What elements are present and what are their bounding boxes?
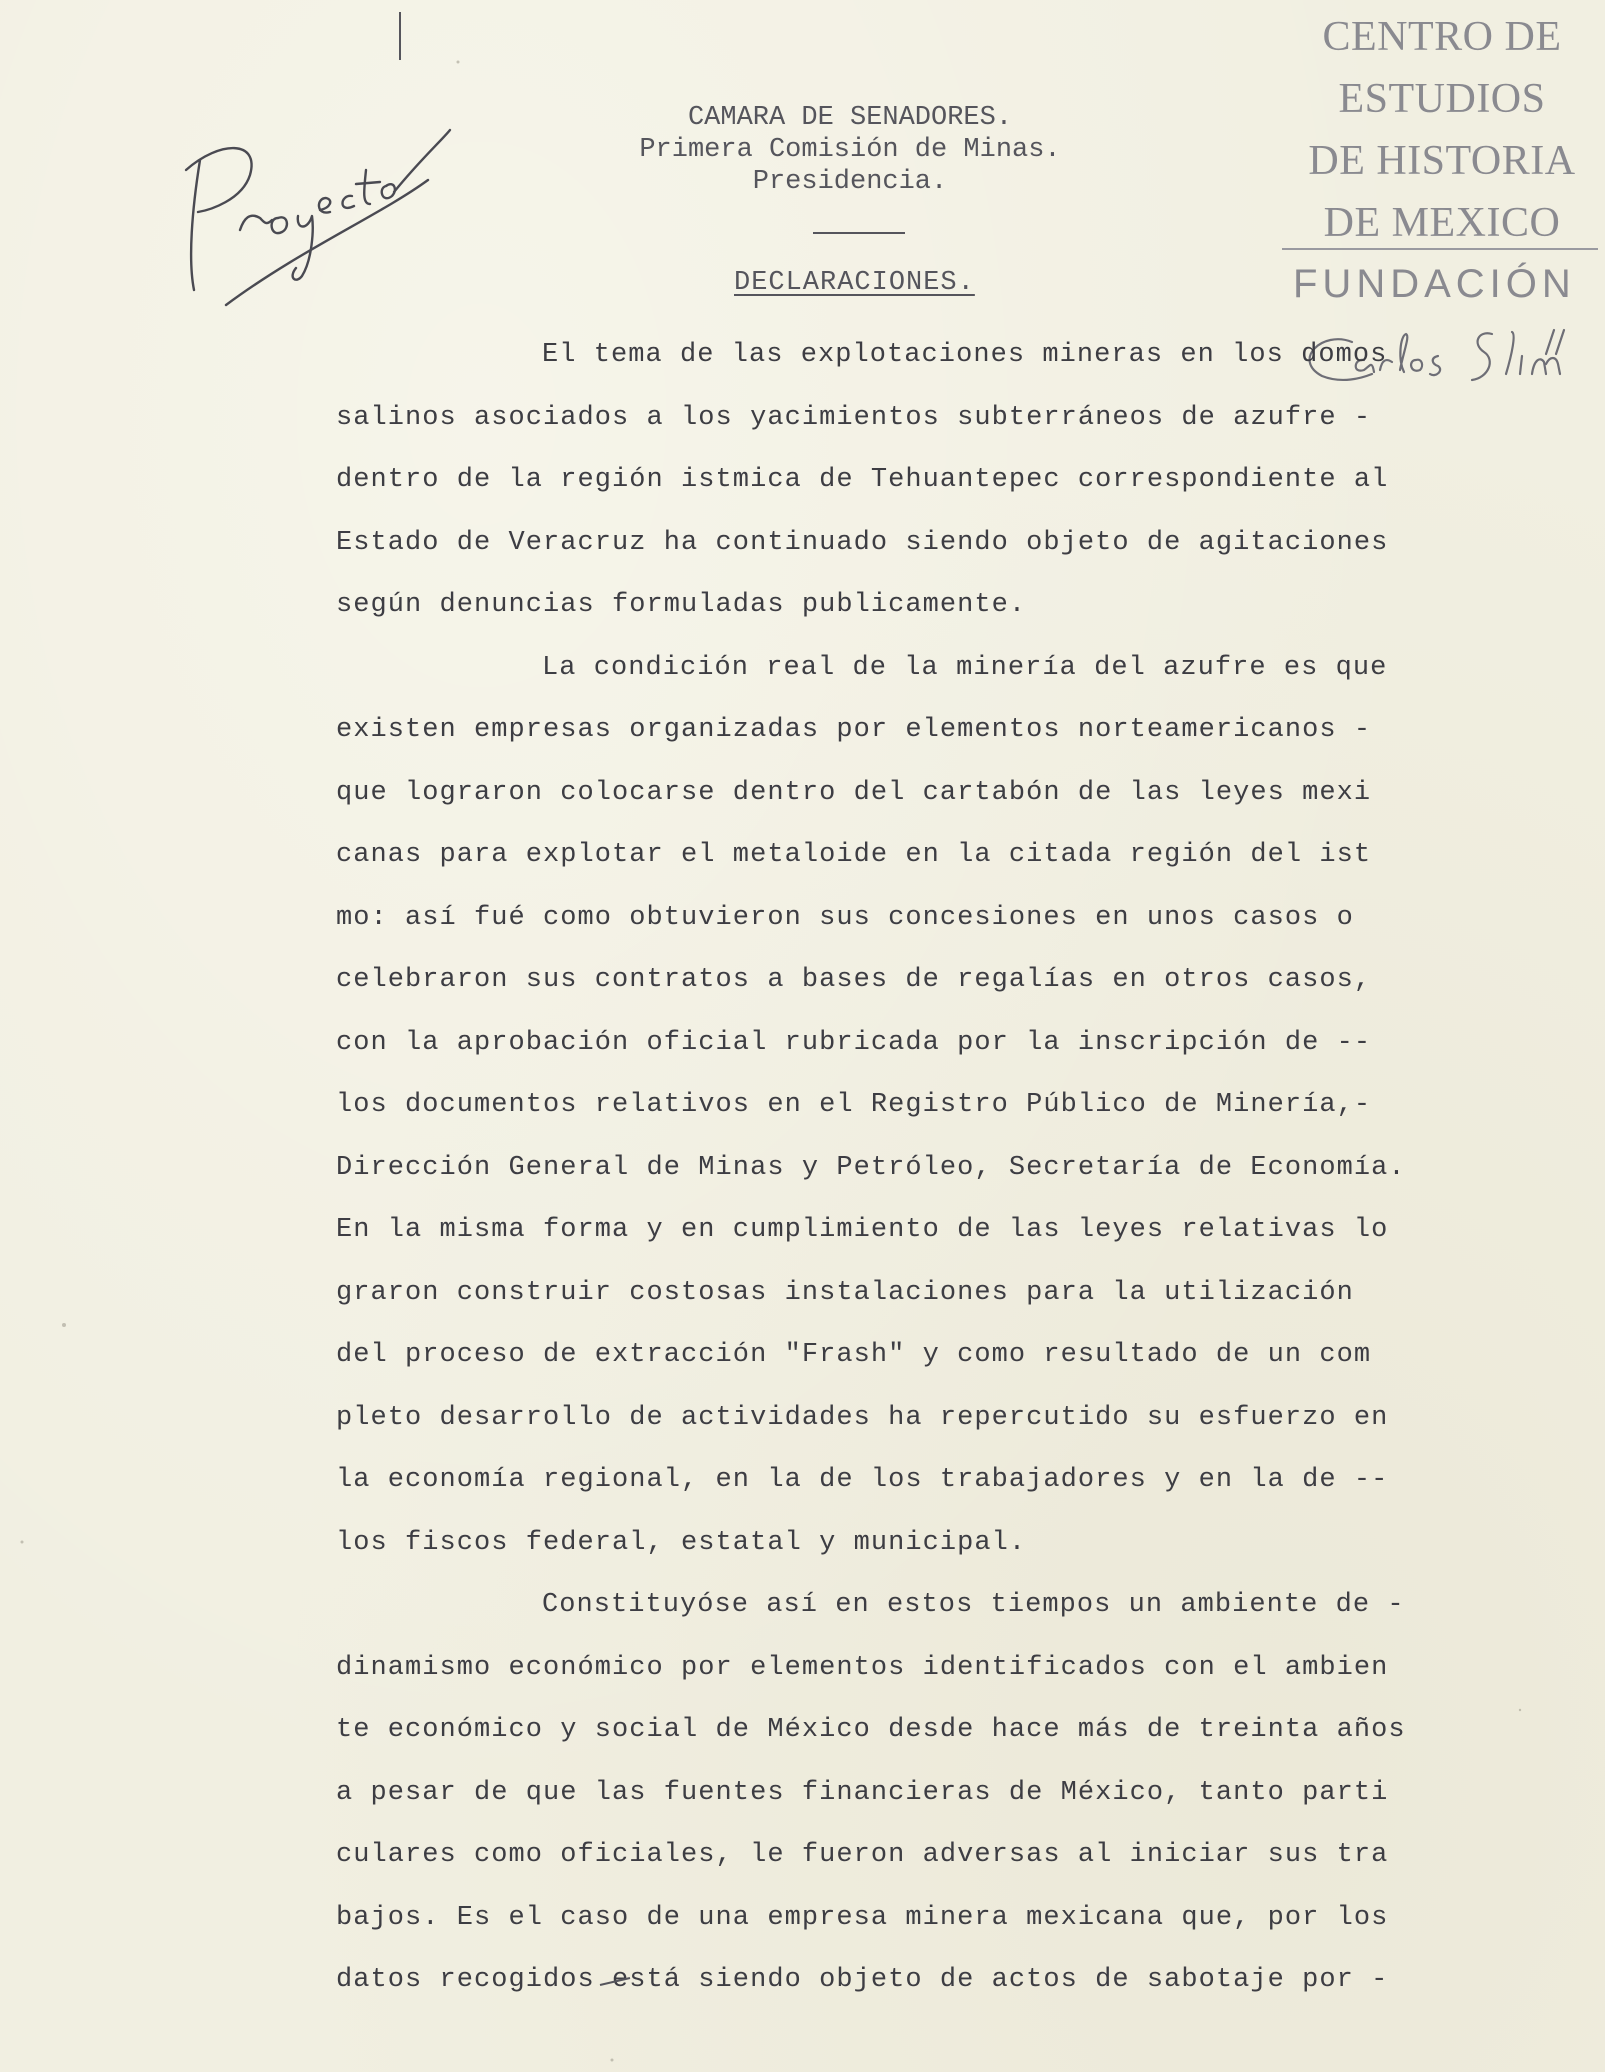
body-line: pleto desarrollo de actividades ha repercutido su esfuerzo en xyxy=(336,1402,1389,1433)
header-chamber: CAMARA DE SENADORES. xyxy=(687,103,1013,133)
body-line: culares como oficiales, le fueron adversas al iniciar sus tra xyxy=(336,1840,1389,1870)
body-line: existen empresas organizadas por elementos norteamericanos - xyxy=(336,715,1372,745)
body-line: a pesar de que las fuentes financieras de México, tanto parti xyxy=(336,1777,1389,1808)
body-line: mo: así fué como obtuvieron sus concesiones en unos casos o xyxy=(336,902,1354,933)
institution-stamp xyxy=(1282,6,1602,254)
stamp-line: DE MEXICO xyxy=(1323,200,1561,246)
body-line: graron construir costosas instalaciones para la utilización xyxy=(336,1277,1354,1308)
body-line: dinamismo económico por elementos identificados con el ambien xyxy=(336,1652,1389,1683)
body-line: salinos asociados a los yacimientos subterráneos de azufre - xyxy=(336,402,1372,433)
header-divider xyxy=(813,232,905,234)
body-line: canas para explotar el metaloide en la citada región del ist xyxy=(336,840,1372,870)
section-title: DECLARACIONES. xyxy=(734,268,975,298)
body-line: Constituyóse así en estos tiempos un ambiente de - xyxy=(542,1590,1405,1620)
body-line: El tema de las explotaciones mineras en los domos xyxy=(542,340,1388,370)
body-line: En la misma forma y en cumplimiento de las leyes relativas lo xyxy=(336,1215,1389,1245)
body-line: Estado de Veracruz ha continuado siendo objeto de agitaciones xyxy=(336,527,1389,558)
body-line: bajos. Es el caso de una empresa minera mexicana que, por los xyxy=(336,1902,1389,1933)
header-commission: Primera Comisión de Minas. xyxy=(639,135,1061,165)
body-line: del proceso de extracción "Frash" y como resultado de un com xyxy=(336,1340,1372,1370)
body-text xyxy=(336,324,1576,2012)
pen-tick-mark xyxy=(398,12,402,60)
stamp-line: DE HISTORIA xyxy=(1308,138,1576,184)
body-line: datos recogidos está siendo objeto de actos de sabotaje por - xyxy=(336,1965,1389,1995)
document-header xyxy=(560,102,1140,198)
stamp-line: CENTRO DE xyxy=(1322,14,1562,60)
body-line: celebraron sus contratos a bases de regalías en otros casos, xyxy=(336,965,1372,995)
stamp-divider xyxy=(1282,248,1598,250)
body-line: dentro de la región istmica de Tehuantepec correspondiente al xyxy=(336,465,1389,495)
body-line: La condición real de la minería del azufre es que xyxy=(542,652,1388,683)
stamp-line: ESTUDIOS xyxy=(1338,76,1546,122)
body-line: la economía regional, en la de los trabajadores y en la de -- xyxy=(336,1465,1389,1495)
body-line: los documentos relativos en el Registro Público de Minería,- xyxy=(336,1090,1372,1120)
header-presidency: Presidencia. xyxy=(752,167,948,197)
body-line: te económico y social de México desde hace más de treinta años xyxy=(336,1715,1406,1745)
stamp-foundation-label: FUNDACIÓN xyxy=(1293,262,1576,306)
body-line: que lograron colocarse dentro del cartabón de las leyes mexi xyxy=(336,777,1372,808)
body-line: los fiscos federal, estatal y municipal. xyxy=(336,1527,1027,1558)
body-line: Dirección General de Minas y Petróleo, Secretaría de Economía. xyxy=(336,1152,1406,1183)
body-line: según denuncias formuladas publicamente. xyxy=(336,590,1027,620)
handwritten-proyecto-note xyxy=(180,100,460,330)
body-line: con la aprobación oficial rubricada por la inscripción de -- xyxy=(336,1027,1372,1058)
